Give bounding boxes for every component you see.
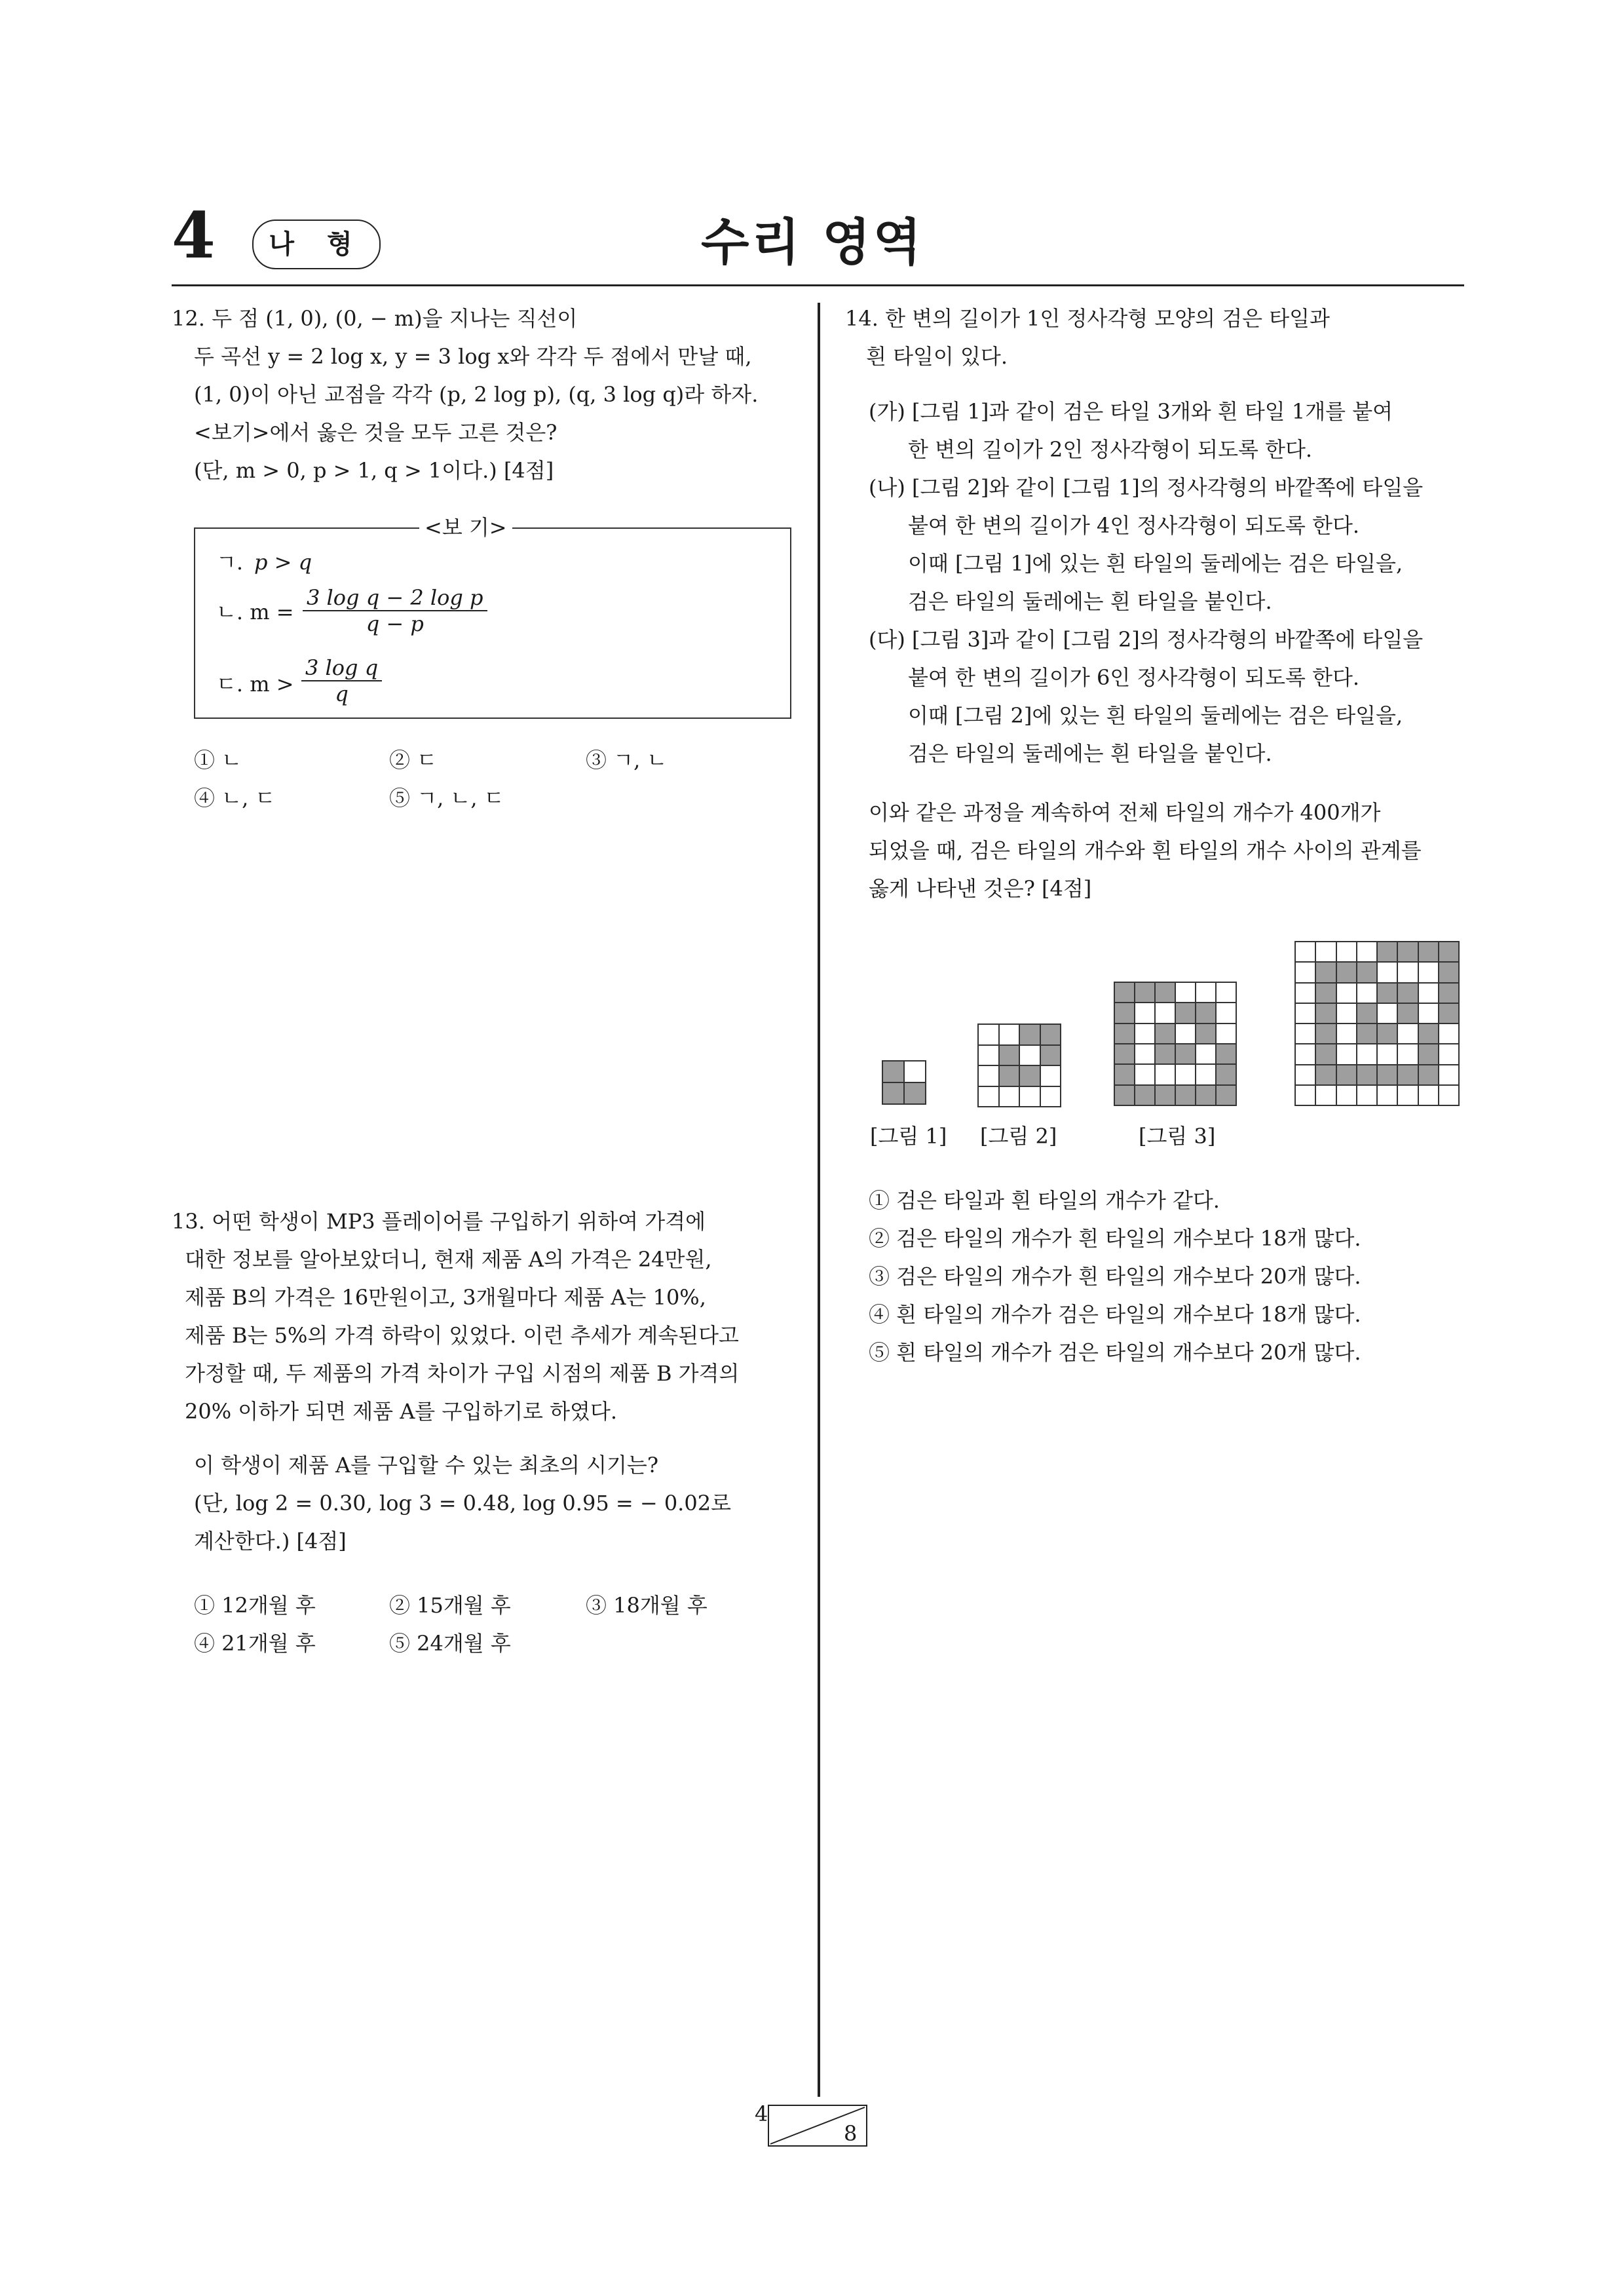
choice[interactable]: ④ 21개월 후: [194, 1631, 316, 1656]
white-tile: [1135, 1003, 1154, 1022]
black-tile: [1135, 1086, 1154, 1105]
white-tile: [1000, 1087, 1019, 1107]
q14-question: 되었을 때, 검은 타일의 개수와 흰 타일의 개수 사이의 관계를: [869, 838, 1422, 863]
choice[interactable]: ③ ㄱ, ㄴ: [586, 748, 668, 773]
white-tile: [1176, 1024, 1195, 1043]
choice[interactable]: ② ㄷ: [389, 748, 438, 773]
white-tile: [1217, 983, 1236, 1002]
white-tile: [1378, 1044, 1397, 1063]
choice[interactable]: ③ 18개월 후: [586, 1593, 708, 1618]
white-tile: [1196, 1065, 1215, 1084]
white-tile: [1296, 1004, 1315, 1023]
figure-4-tiles: [1294, 941, 1460, 1106]
black-tile: [1357, 1065, 1376, 1084]
black-tile: [1196, 1024, 1215, 1043]
black-tile: [1357, 1004, 1376, 1023]
black-tile: [1357, 963, 1376, 982]
white-tile: [1419, 1086, 1438, 1105]
white-tile: [1419, 1004, 1438, 1023]
choice[interactable]: ① ㄴ: [194, 748, 242, 773]
black-tile: [1398, 942, 1417, 961]
black-tile: [1176, 1086, 1195, 1105]
black-tile: [1217, 1065, 1236, 1084]
q13-line: 제품 B의 가격은 16만원이고, 3개월마다 제품 A는 10%,: [185, 1285, 706, 1310]
q14-step: 검은 타일의 둘레에는 흰 타일을 붙인다.: [908, 741, 1272, 766]
fraction-denominator: q: [335, 681, 349, 706]
black-tile: [1115, 983, 1134, 1002]
fraction-numerator: 3 log q − 2 log p: [303, 585, 487, 611]
figure-3-tiles: [1114, 982, 1237, 1106]
black-tile: [1439, 984, 1458, 1003]
page-indicator-current: 4: [755, 2101, 768, 2126]
white-tile: [1357, 1086, 1376, 1105]
q12-line: (1, 0)이 아닌 교점을 각각 (p, 2 log p), (q, 3 log q)라 하자.: [194, 382, 759, 407]
white-tile: [905, 1062, 925, 1082]
q13-line: 가정할 때, 두 제품의 가격 차이가 구입 시점의 제품 B 가격의: [185, 1361, 740, 1386]
black-tile: [1156, 1044, 1175, 1063]
q13-question: 이 학생이 제품 A를 구입할 수 있는 최초의 시기는?: [194, 1453, 658, 1478]
white-tile: [979, 1025, 998, 1044]
white-tile: [1337, 1086, 1356, 1105]
black-tile: [1419, 1044, 1438, 1063]
header-rule: [172, 284, 1464, 286]
white-tile: [1217, 1024, 1236, 1043]
black-tile: [1316, 1065, 1335, 1084]
q13-line: 대한 정보를 알아보았더니, 현재 제품 A의 가격은 24만원,: [185, 1247, 712, 1272]
q14-question: 옳게 나타낸 것은? [4점]: [869, 876, 1092, 901]
black-tile: [1196, 1086, 1215, 1105]
white-tile: [1041, 1066, 1061, 1086]
white-tile: [1378, 1004, 1397, 1023]
white-tile: [1296, 963, 1315, 982]
black-tile: [1316, 1024, 1335, 1043]
white-tile: [1337, 984, 1356, 1003]
page-indicator-total: 8: [844, 2121, 858, 2146]
bogi-title: <보 기>: [419, 514, 512, 541]
choice[interactable]: ⑤ 24개월 후: [389, 1631, 511, 1656]
q12-line: 두 곡선 y = 2 log x, y = 3 log x와 각각 두 점에서 만날 때,: [194, 344, 752, 369]
black-tile: [1419, 1065, 1438, 1084]
choice[interactable]: ⑤ 흰 타일의 개수가 검은 타일의 개수보다 20개 많다.: [869, 1340, 1361, 1365]
black-tile: [1115, 1044, 1134, 1063]
choice[interactable]: ② 검은 타일의 개수가 흰 타일의 개수보다 18개 많다.: [869, 1226, 1361, 1251]
white-tile: [1000, 1025, 1019, 1044]
black-tile: [1378, 1024, 1397, 1043]
q14-step: (나) [그림 2]와 같이 [그림 1]의 정사각형의 바깥쪽에 타일을: [869, 475, 1424, 500]
white-tile: [1135, 1065, 1154, 1084]
white-tile: [1398, 963, 1417, 982]
white-tile: [1337, 942, 1356, 961]
q13-line: 20% 이하가 되면 제품 A를 구입하기로 하였다.: [185, 1399, 618, 1424]
black-tile: [1176, 1003, 1195, 1022]
q13-question: 계산한다.) [4점]: [194, 1529, 347, 1554]
white-tile: [1337, 1044, 1356, 1063]
q14-step: (다) [그림 3]과 같이 [그림 2]의 정사각형의 바깥쪽에 타일을: [869, 627, 1424, 652]
white-tile: [1176, 983, 1195, 1002]
black-tile: [1398, 1004, 1417, 1023]
white-tile: [1378, 1086, 1397, 1105]
white-tile: [1419, 984, 1438, 1003]
figure-1-label: [그림 1]: [870, 1124, 947, 1149]
white-tile: [1357, 1044, 1376, 1063]
black-tile: [1337, 963, 1356, 982]
figure-3-label: [그림 3]: [1139, 1124, 1216, 1149]
white-tile: [1316, 1086, 1335, 1105]
q14-step: 붙여 한 변의 길이가 6인 정사각형이 되도록 한다.: [908, 665, 1360, 690]
black-tile: [1156, 1024, 1175, 1043]
black-tile: [1115, 1086, 1134, 1105]
white-tile: [1439, 1024, 1458, 1043]
black-tile: [1378, 984, 1397, 1003]
white-tile: [1196, 1044, 1215, 1063]
fraction-denominator: q − p: [366, 611, 424, 636]
white-tile: [979, 1046, 998, 1065]
choice[interactable]: ④ 흰 타일의 개수가 검은 타일의 개수보다 18개 많다.: [869, 1302, 1361, 1327]
q14-step: 한 변의 길이가 2인 정사각형이 되도록 한다.: [908, 437, 1313, 462]
bogi-text-a: p > q: [254, 550, 312, 575]
black-tile: [1135, 983, 1154, 1002]
black-tile: [905, 1083, 925, 1103]
white-tile: [1419, 963, 1438, 982]
q14-question: 이와 같은 과정을 계속하여 전체 타일의 개수가 400개가: [869, 800, 1381, 825]
choice[interactable]: ① 12개월 후: [194, 1593, 316, 1618]
black-tile: [1439, 1004, 1458, 1023]
white-tile: [1439, 1065, 1458, 1084]
figure-1-tiles: [882, 1060, 926, 1105]
choice[interactable]: ① 검은 타일과 흰 타일의 개수가 같다.: [869, 1188, 1220, 1213]
q12-line: (단, m > 0, p > 1, q > 1이다.) [4점]: [194, 458, 554, 483]
white-tile: [1378, 963, 1397, 982]
black-tile: [1439, 942, 1458, 961]
q14-step: 이때 [그림 2]에 있는 흰 타일의 둘레에는 검은 타일을,: [908, 703, 1403, 728]
black-tile: [1217, 1086, 1236, 1105]
choice[interactable]: ② 15개월 후: [389, 1593, 511, 1618]
white-tile: [1135, 1024, 1154, 1043]
black-tile: [1156, 1086, 1175, 1105]
black-tile: [1196, 1003, 1215, 1022]
bogi-fraction-c: [301, 655, 382, 706]
white-tile: [1316, 942, 1335, 961]
black-tile: [1217, 1044, 1236, 1063]
black-tile: [1316, 963, 1335, 982]
black-tile: [1316, 1004, 1335, 1023]
black-tile: [1115, 1065, 1134, 1084]
white-tile: [1357, 942, 1376, 961]
q14-step: 이때 [그림 1]에 있는 흰 타일의 둘레에는 검은 타일을,: [908, 551, 1403, 576]
q13-line: 13. 어떤 학생이 MP3 플레이어를 구입하기 위하여 가격에: [172, 1209, 706, 1234]
q13-line: 제품 B는 5%의 가격 하락이 있었다. 이런 추세가 계속된다고: [185, 1323, 739, 1348]
subject-title: 수리 영역: [701, 213, 924, 271]
black-tile: [1419, 1024, 1438, 1043]
white-tile: [1020, 1087, 1040, 1107]
black-tile: [1041, 1046, 1061, 1065]
black-tile: [1398, 1065, 1417, 1084]
white-tile: [1020, 1046, 1040, 1065]
black-tile: [1000, 1046, 1019, 1065]
q12-line: 12. 두 점 (1, 0), (0, − m)을 지나는 직선이: [172, 306, 578, 331]
black-tile: [1378, 942, 1397, 961]
q13-question: (단, log 2 = 0.30, log 3 = 0.48, log 0.95 = − 0.02로: [194, 1491, 731, 1516]
black-tile: [1000, 1066, 1019, 1086]
white-tile: [1196, 983, 1215, 1002]
page-number: 4: [172, 199, 216, 273]
white-tile: [1156, 1003, 1175, 1022]
fraction-numerator: 3 log q: [301, 655, 382, 681]
q14-step: (가) [그림 1]과 같이 검은 타일 3개와 흰 타일 1개를 붙여: [869, 399, 1393, 424]
black-tile: [1378, 1065, 1397, 1084]
white-tile: [1296, 1024, 1315, 1043]
white-tile: [1357, 984, 1376, 1003]
black-tile: [1439, 963, 1458, 982]
white-tile: [1296, 1065, 1315, 1084]
black-tile: [1357, 1024, 1376, 1043]
black-tile: [1419, 942, 1438, 961]
black-tile: [1337, 1065, 1356, 1084]
figure-2-label: [그림 2]: [980, 1124, 1057, 1149]
black-tile: [1041, 1025, 1061, 1044]
q14-step: 검은 타일의 둘레에는 흰 타일을 붙인다.: [908, 589, 1272, 614]
black-tile: [883, 1062, 903, 1082]
black-tile: [1316, 1044, 1335, 1063]
choice[interactable]: ⑤ ㄱ, ㄴ, ㄷ: [389, 786, 504, 811]
white-tile: [1337, 1004, 1356, 1023]
white-tile: [1156, 1065, 1175, 1084]
figure-2-tiles: [977, 1024, 1061, 1107]
white-tile: [1296, 942, 1315, 961]
black-tile: [1020, 1066, 1040, 1086]
black-tile: [883, 1083, 903, 1103]
black-tile: [1316, 984, 1335, 1003]
white-tile: [1217, 1003, 1236, 1022]
white-tile: [1296, 984, 1315, 1003]
white-tile: [979, 1087, 998, 1107]
q14-step: 붙여 한 변의 길이가 4인 정사각형이 되도록 한다.: [908, 513, 1360, 538]
white-tile: [1176, 1065, 1195, 1084]
white-tile: [1296, 1086, 1315, 1105]
white-tile: [1439, 1044, 1458, 1063]
choice[interactable]: ③ 검은 타일의 개수가 흰 타일의 개수보다 20개 많다.: [869, 1264, 1361, 1289]
black-tile: [1398, 984, 1417, 1003]
white-tile: [1041, 1087, 1061, 1107]
black-tile: [1115, 1003, 1134, 1022]
black-tile: [1176, 1044, 1195, 1063]
white-tile: [1398, 1024, 1417, 1043]
white-tile: [1135, 1044, 1154, 1063]
white-tile: [1296, 1044, 1315, 1063]
bogi-label-a: ㄱ.: [216, 550, 244, 575]
column-divider: [818, 303, 820, 2097]
white-tile: [979, 1066, 998, 1086]
bogi-fraction-b: [303, 585, 487, 636]
white-tile: [1337, 1024, 1356, 1043]
bogi-label-c: ㄷ. m >: [216, 672, 294, 697]
q12-line: <보기>에서 옳은 것을 모두 고른 것은?: [194, 420, 557, 445]
q14-intro: 14. 한 변의 길이가 1인 정사각형 모양의 검은 타일과: [845, 306, 1330, 331]
white-tile: [1439, 1086, 1458, 1105]
q14-intro: 흰 타일이 있다.: [866, 344, 1008, 369]
exam-type-badge: 나 형: [252, 220, 381, 269]
black-tile: [1115, 1024, 1134, 1043]
white-tile: [1398, 1044, 1417, 1063]
black-tile: [1156, 983, 1175, 1002]
black-tile: [1020, 1025, 1040, 1044]
white-tile: [1398, 1086, 1417, 1105]
choice[interactable]: ④ ㄴ, ㄷ: [194, 786, 276, 811]
bogi-label-b: ㄴ. m =: [216, 600, 294, 624]
